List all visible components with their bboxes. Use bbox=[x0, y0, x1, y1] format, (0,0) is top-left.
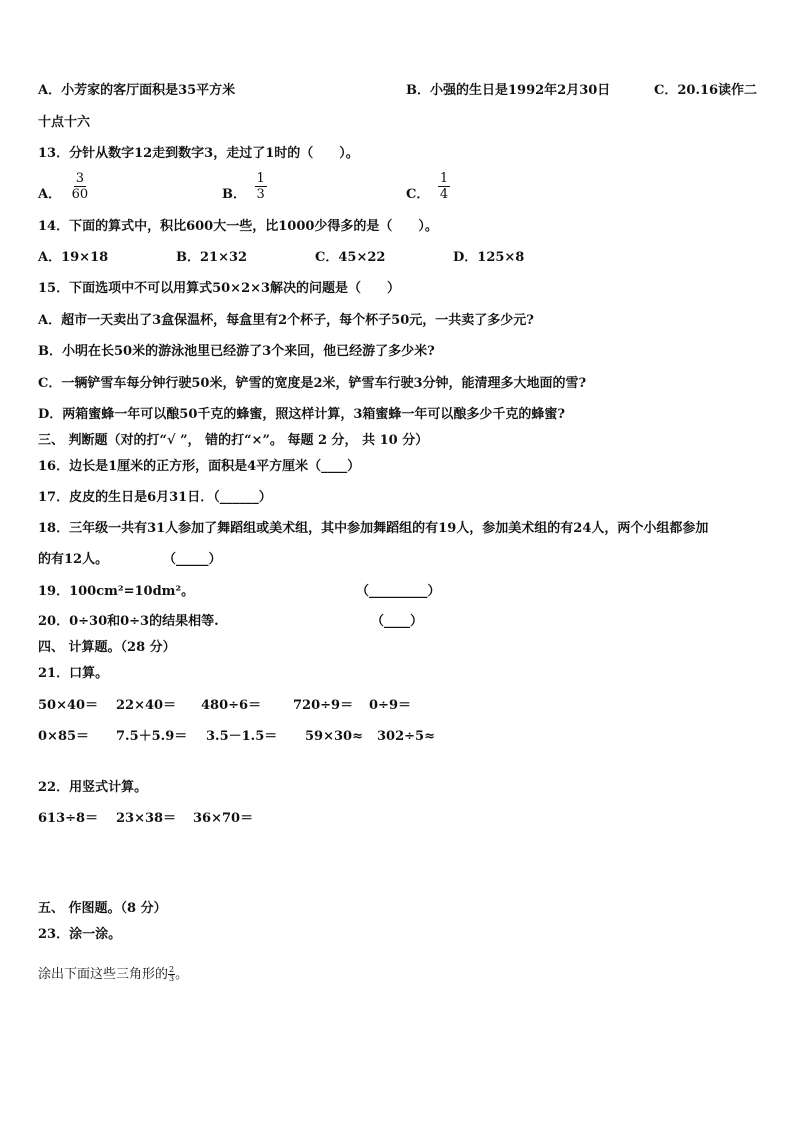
q15-option-a: A．超市一天卖出了3盒保温杯，每盒里有2个杯子，每个杯子50元，一共卖了多少元? bbox=[38, 313, 534, 328]
q13-option-a-fraction bbox=[70, 171, 91, 202]
q13-option-c-label: C． bbox=[406, 187, 430, 202]
q13-option-b-fraction bbox=[255, 171, 267, 202]
q13-b-numerator: 1 bbox=[256, 171, 265, 186]
q13-option-b-label: B． bbox=[222, 187, 246, 202]
section-5-heading: 五、 作图题。（8 分） bbox=[38, 901, 167, 916]
oral-calc-item: 50×40＝ bbox=[38, 698, 99, 713]
q13-c-numerator: 1 bbox=[439, 171, 449, 186]
oral-calc-item: 7.5＋5.9＝ bbox=[116, 729, 188, 744]
oral-calc-item: 302÷5≈ bbox=[377, 729, 435, 744]
q23-fraction-denominator: 3 bbox=[169, 974, 175, 983]
oral-calc-item: 480÷6＝ bbox=[201, 698, 262, 713]
q13-option-a bbox=[38, 171, 90, 202]
q14-option-c: C．45×22 bbox=[315, 250, 386, 265]
q13-c-denominator: 4 bbox=[439, 187, 449, 202]
q12-option-c-continued: 十点十六 bbox=[38, 115, 91, 130]
oral-calc-item: 3.5－1.5＝ bbox=[206, 729, 278, 744]
q12-option-c: C．20.16读作二 bbox=[654, 83, 758, 98]
q13-stem: 13．分针从数字12走到数字3，走过了1时的（ ）。 bbox=[38, 146, 359, 161]
oral-calc-item: 59×30≈ bbox=[305, 729, 363, 744]
q12-option-a: A．小芳家的客厅面积是35平方米 bbox=[38, 83, 236, 98]
q20-answer-blank: （____） bbox=[371, 614, 424, 629]
q15-option-b: B．小明在长50米的游泳池里已经游了3个来回，他已经游了多少米? bbox=[38, 344, 435, 359]
q20: 20．0÷30和0÷3的结果相等. bbox=[38, 614, 219, 629]
q23-instruction bbox=[38, 966, 188, 984]
q18-line-2: 的有12人。 bbox=[38, 552, 109, 567]
oral-calc-item: 720÷9＝ bbox=[293, 698, 354, 713]
vertical-calc-item: 613÷8＝ bbox=[38, 811, 99, 826]
q13-b-denominator: 3 bbox=[256, 187, 265, 202]
q23-instruction-text: 涂出下面这些三角形的 bbox=[38, 967, 169, 982]
q21-title: 21．口算。 bbox=[38, 666, 109, 681]
q23-period: 。 bbox=[175, 967, 189, 982]
q23-fraction-numerator: 2 bbox=[169, 965, 175, 974]
q14-stem: 14．下面的算式中，积比600大一些，比1000少得多的是（ ）。 bbox=[38, 219, 438, 234]
q23-title: 23．涂一涂。 bbox=[38, 927, 122, 942]
q13-option-a-label: A． bbox=[38, 187, 62, 202]
q13-option-b bbox=[222, 171, 267, 202]
vertical-calc-item: 36×70＝ bbox=[193, 811, 254, 826]
q13-option-c-fraction bbox=[438, 171, 450, 202]
oral-calc-item: 22×40＝ bbox=[116, 698, 177, 713]
q13-a-denominator: 60 bbox=[71, 187, 89, 202]
q16: 16．边长是1厘米的正方形，面积是4平方厘米（____） bbox=[38, 459, 361, 474]
q18-line-1: 18．三年级一共有31人参加了舞蹈组或美术组，其中参加舞蹈组的有19人，参加美术组的有24人，两个小组都参加 bbox=[38, 521, 709, 536]
q14-option-d: D．125×8 bbox=[453, 250, 525, 265]
q15-option-c: C．一辆铲雪车每分钟行驶50米，铲雪的宽度是2米，铲雪车行驶3分钟，能清理多大地面的雪? bbox=[38, 376, 587, 391]
vertical-calc-item: 23×38＝ bbox=[116, 811, 177, 826]
q19-answer-blank: （_________） bbox=[356, 584, 441, 599]
q12-option-b: B．小强的生日是1992年2月30日 bbox=[406, 83, 611, 98]
q14-option-b: B．21×32 bbox=[176, 250, 248, 265]
q18-answer-blank: （_____） bbox=[163, 552, 222, 567]
q15-option-d: D．两箱蜜蜂一年可以酿50千克的蜂蜜，照这样计算，3箱蜜蜂一年可以酿多少千克的蜂蜜? bbox=[38, 407, 566, 422]
q17: 17．皮皮的生日是6月31日．（______） bbox=[38, 490, 272, 505]
oral-calc-item: 0÷9＝ bbox=[369, 698, 411, 713]
q15-stem: 15．下面选项中不可以用算式50×2×3解决的问题是（ ） bbox=[38, 281, 401, 296]
section-4-heading: 四、 计算题。（28 分） bbox=[38, 640, 176, 655]
section-3-heading: 三、 判断题（对的打“√ ”， 错的打“×”。 每题 2 分， 共 10 分） bbox=[38, 433, 429, 448]
oral-calc-item: 0×85＝ bbox=[38, 729, 90, 744]
q13-option-c bbox=[406, 171, 450, 202]
q22-title: 22．用竖式计算。 bbox=[38, 780, 148, 795]
q14-option-a: A．19×18 bbox=[38, 250, 109, 265]
q13-a-numerator: 3 bbox=[75, 171, 85, 186]
q19: 19．100cm²=10dm²。 bbox=[38, 584, 195, 599]
